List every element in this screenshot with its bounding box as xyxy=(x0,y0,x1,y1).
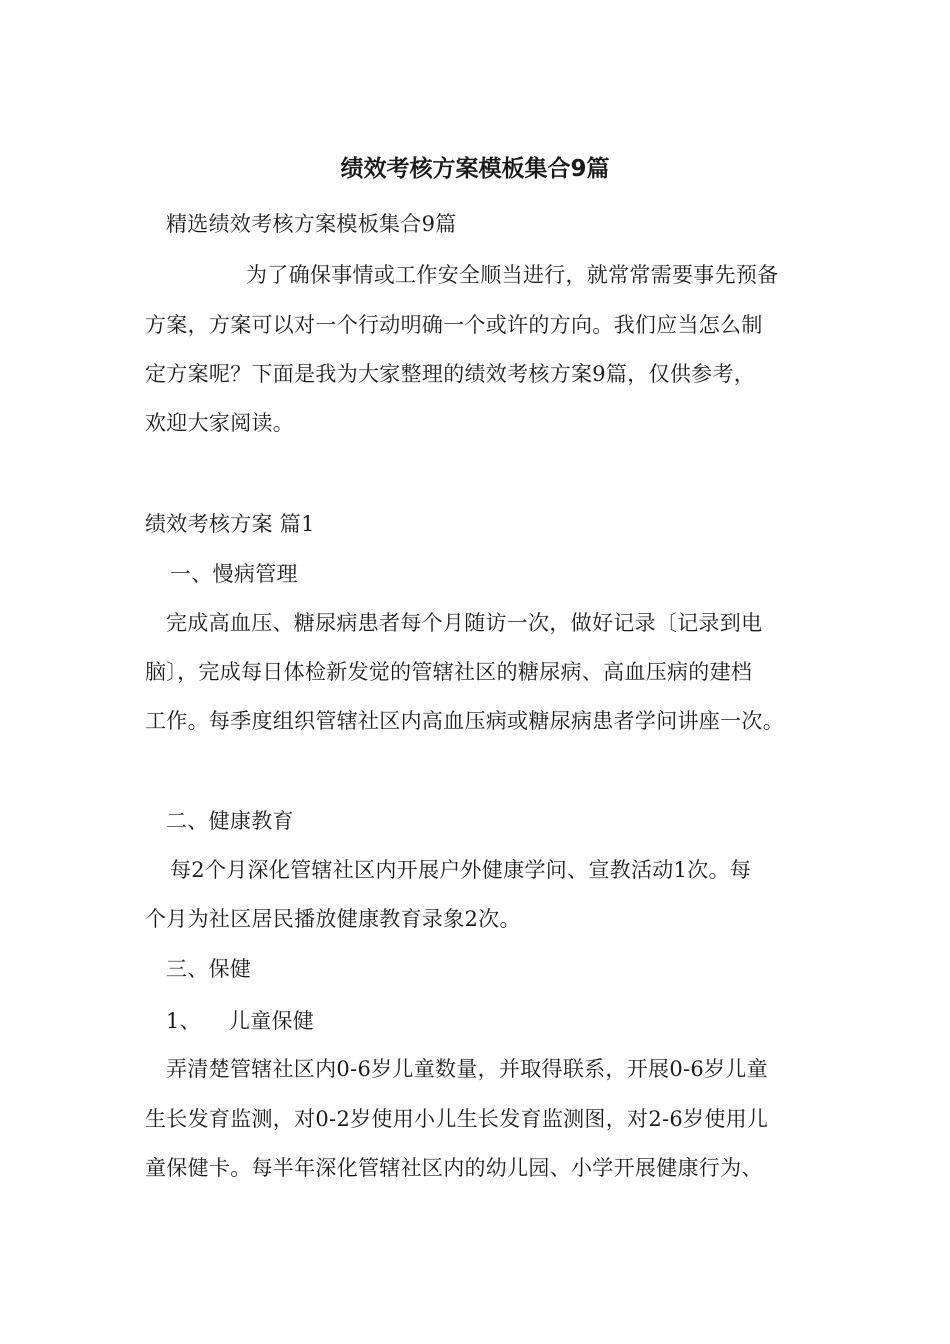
intro-line-2: 方案，方案可以对一个行动明确一个或许的方向。我们应当怎么制 xyxy=(145,313,763,337)
part1-line-2: 脑〕，完成每日体检新发觉的管辖社区的糖尿病、高血压病的建档 xyxy=(145,660,753,684)
part1-heading: 一、慢病管理 xyxy=(170,562,298,586)
item1-line-3: 童保健卡。每半年深化管辖社区内的幼儿园、小学开展健康行为、 xyxy=(145,1156,763,1180)
document-subtitle: 精选绩效考核方案模板集合9篇 xyxy=(166,212,457,236)
intro-line-4: 欢迎大家阅读。 xyxy=(145,411,295,435)
item1-line-1: 弄清楚管辖社区内0-6岁儿童数量，并取得联系，开展0-6岁儿童 xyxy=(166,1057,768,1081)
item1-heading: 1、 儿童保健 xyxy=(166,1009,315,1033)
part2-line-2: 个月为社区居民播放健康教育录象2次。 xyxy=(145,907,521,931)
intro-line-1: 为了确保事情或工作安全顺当进行，就常常需要事先预备 xyxy=(246,263,779,287)
item1-line-2: 生长发育监测，对0-2岁使用小儿生长发育监测图，对2-6岁使用儿 xyxy=(145,1107,769,1131)
document-title: 绩效考核方案模板集合9篇 xyxy=(340,156,610,182)
section-heading: 绩效考核方案 篇1 xyxy=(145,512,315,536)
part1-line-3: 工作。每季度组织管辖社区内高血压病或糖尿病患者学问讲座一次。 xyxy=(145,709,784,733)
part3-heading: 三、保健 xyxy=(166,957,252,981)
part2-line-1: 每2个月深化管辖社区内开展户外健康学问、宣教活动1次。每 xyxy=(170,858,752,882)
part2-heading: 二、健康教育 xyxy=(166,809,294,833)
intro-line-3: 定方案呢？下面是我为大家整理的绩效考核方案9篇，仅供参考， xyxy=(145,362,756,386)
part1-line-1: 完成高血压、糖尿病患者每个月随访一次，做好记录〔记录到电 xyxy=(166,611,763,635)
